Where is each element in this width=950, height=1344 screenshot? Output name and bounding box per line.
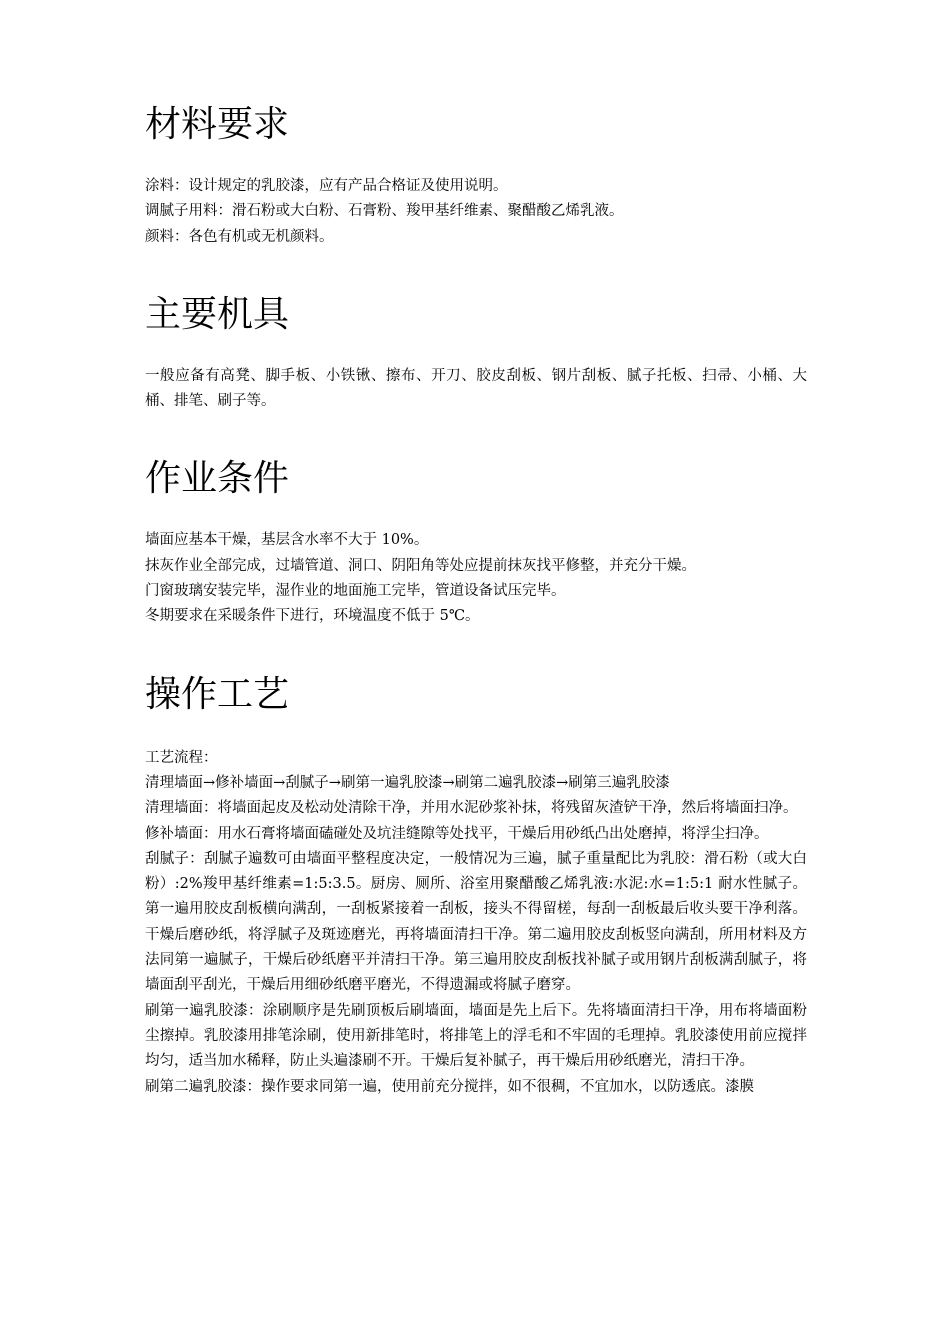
section-heading: 操作工艺 bbox=[145, 673, 290, 715]
section-heading: 作业条件 bbox=[145, 458, 290, 500]
paragraph: 清理墙面→修补墙面→刮腻子→刷第一遍乳胶漆→刷第二遍乳胶漆→刷第三遍乳胶漆 bbox=[145, 774, 670, 791]
paragraph: 冬期要求在采暖条件下进行，环境温度不低于 5℃。 bbox=[145, 608, 480, 625]
section-body bbox=[145, 746, 807, 1100]
paragraph: 涂料：设计规定的乳胶漆，应有产品合格证及使用说明。 bbox=[145, 178, 508, 194]
section-heading: 材料要求 bbox=[145, 104, 290, 145]
section-materials bbox=[145, 0, 807, 250]
paragraph: 刮腻子：刮腻子遍数可由墙面平整程度决定，一般情况为三遍，腻子重量配比为乳胶：滑石粉（或大白粉）:2%羧甲基纤维素=1:5:3.5。厨房、厕所、浴室用聚醋酸乙烯乳液:水泥:水=1:5:1 耐水性腻子。第一遍用胶皮刮板横向满刮，一刮板紧接着一刮板，接头不得留槎，每刮一刮板最后收头要干净利落。干燥后磨砂纸，将浮腻子及斑迹磨光，再将墙面清扫干净。第二遍用胶皮刮板竖向满刮，所用材料及方法同第一遍腻子，干燥后砂纸磨平并清扫干净。第三遍用胶皮刮板找补腻子或用钢片刮板满刮腻子，将墙面刮平刮光，干燥后用细砂纸磨平磨光，不得遗漏或将腻子磨穿。 bbox=[145, 850, 807, 994]
paragraph: 修补墙面：用水石膏将墙面磕碰处及坑洼缝隙等处找平，干燥后用砂纸凸出处磨掉，将浮尘扫净。 bbox=[145, 825, 769, 842]
paragraph: 墙面应基本干燥，基层含水率不大于 10%。 bbox=[145, 532, 429, 549]
section-tools bbox=[145, 293, 807, 415]
paragraph: 刷第二遍乳胶漆：操作要求同第一遍，使用前充分搅拌，如不很稠，不宜加水，以防透底。漆膜 bbox=[145, 1078, 754, 1095]
paragraph: 门窗玻璃安装完毕，湿作业的地面施工完毕，管道设备试压完毕。 bbox=[145, 583, 566, 600]
paragraph: 调腻子用料：滑石粉或大白粉、石膏粉、羧甲基纤维素、聚醋酸乙烯乳液。 bbox=[145, 203, 624, 220]
section-heading: 主要机具 bbox=[145, 293, 290, 335]
paragraph: 清理墙面：将墙面起皮及松动处清除干净，并用水泥砂浆补抹，将残留灰渣铲干净，然后将墙面扫净。 bbox=[145, 800, 798, 817]
paragraph: 工艺流程： bbox=[145, 749, 218, 766]
section-body bbox=[145, 364, 807, 415]
section-body bbox=[145, 174, 807, 250]
section-conditions bbox=[145, 457, 807, 629]
paragraph: 颜料：各色有机或无机颜料。 bbox=[145, 228, 334, 245]
section-process bbox=[145, 673, 807, 1100]
section-body bbox=[145, 528, 807, 629]
paragraph: 抹灰作业全部完成，过墙管道、洞口、阴阳角等处应提前抹灰找平修整，并充分干燥。 bbox=[145, 557, 696, 574]
paragraph: 刷第一遍乳胶漆：涂刷顺序是先刷顶板后刷墙面，墙面是先上后下。先将墙面清扫干净，用布将墙面粉尘擦掉。乳胶漆用排笔涂刷，使用新排笔时，将排笔上的浮毛和不牢固的毛理掉。乳胶漆使用前应搅拌均匀，适当加水稀释，防止头遍漆刷不开。干燥后复补腻子，再干燥后用砂纸磨光，清扫干净。 bbox=[145, 1002, 807, 1070]
paragraph: 一般应备有高凳、脚手板、小铁锹、擦布、开刀、胶皮刮板、钢片刮板、腻子托板、扫帚、小桶、大桶、排笔、刷子等。 bbox=[145, 367, 807, 410]
